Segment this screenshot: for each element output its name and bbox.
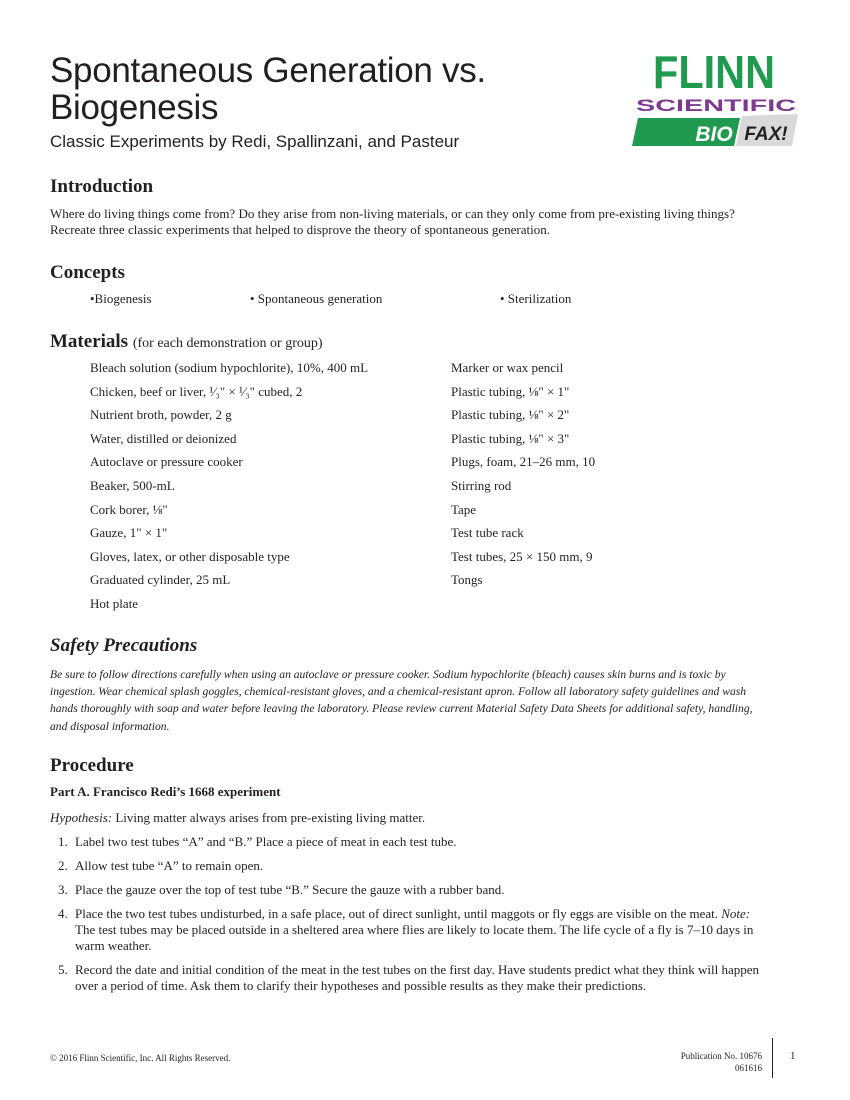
material-item: Beaker, 500-mL [90, 477, 175, 493]
hypothesis-label: Hypothesis: [50, 810, 113, 825]
material-item: Gauze, 1" × 1" [90, 525, 168, 541]
part-a-title: Part A. Francisco Redi’s 1668 experiment [50, 784, 281, 799]
logo-fax-text: FAX! [744, 124, 788, 145]
publication-code: 061616 [735, 1063, 762, 1073]
page-title [50, 52, 486, 126]
logo-bio-text: BIO [695, 123, 733, 146]
publication-number: Publication No. 10676 [680, 1051, 762, 1061]
step-text: Place the gauze over the top of test tube “B.” Secure the gauze with a rubber band. [75, 882, 505, 897]
flinn-biofax-logo [632, 48, 800, 150]
material-item: Plastic tubing, ⅛" × 1" [451, 383, 570, 399]
hypothesis [50, 810, 425, 826]
procedure-step [50, 858, 770, 874]
logo-scientific-text: SCIENTIFIC [636, 96, 796, 115]
footer-divider [772, 1038, 773, 1078]
material-item: Tape [451, 501, 477, 517]
material-item: Plastic tubing, ⅛" × 2" [451, 407, 570, 423]
material-item: Test tube rack [451, 525, 524, 541]
material-item: Test tubes, 25 × 150 mm, 9 [451, 548, 593, 564]
material-item: Plastic tubing, ⅛" × 3" [451, 430, 570, 446]
page-number: 1 [790, 1050, 796, 1062]
material-item: Graduated cylinder, 25 mL [90, 572, 231, 588]
footer-copyright: © 2016 Flinn Scientific, Inc. All Rights Reserved. [50, 1053, 231, 1063]
page-subtitle: Classic Experiments by Redi, Spallinzani, and Pasteur [50, 132, 460, 151]
title-line-2: Biogenesis [50, 88, 219, 127]
step-number: 3. [58, 882, 68, 897]
procedure-step [50, 906, 770, 954]
materials-heading [50, 331, 323, 353]
concept-item: • Sterilization [500, 291, 572, 306]
introduction-text: Where do living things come from? Do they arise from non-living materials, or can they only come from pre-existing living things? Recreate three classic experiments that helped to disprove the theory of spontaneous generation. [50, 206, 735, 237]
hypothesis-text: Living matter always arises from pre-existing living matter. [112, 810, 426, 825]
introduction-heading: Introduction [50, 176, 154, 197]
material-item: Tongs [451, 572, 483, 588]
material-item: Cork borer, ⅛" [90, 501, 168, 517]
materials-list-right [451, 360, 595, 596]
procedure-steps [50, 834, 770, 1002]
materials-list-left [90, 360, 368, 620]
step-text: Label two test tubes “A” and “B.” Place a piece of meat in each test tube. [75, 834, 457, 849]
material-item: Water, distilled or deionized [90, 430, 237, 446]
step-note-label: Note: [721, 906, 751, 921]
procedure-step [50, 834, 770, 850]
procedure-step [50, 962, 770, 994]
safety-text: Be sure to follow directions carefully when using an autoclave or pressure cooker. Sodium hypochlorite (bleach) causes skin burns and is toxic by ingestion. Wear chemical splash goggles, chemical-resistant gloves, and a chemical-resistant apron. Follow all laboratory safety guidelines and wash hands thoroughly with soap and water before leaving the laboratory. Please review current Material Safety Data Sheets for additional safety, handling, and disposal information. [50, 668, 753, 733]
safety-heading: Safety Precautions [50, 635, 198, 656]
material-item: Gloves, latex, or other disposable type [90, 548, 290, 564]
concept-item: • Spontaneous generation [250, 291, 383, 306]
concept-item: •Biogenesis [90, 291, 152, 306]
material-item: Hot plate [90, 595, 139, 611]
step-number: 2. [58, 858, 68, 873]
footer-publication-info [681, 1050, 762, 1074]
material-item: Marker or wax pencil [451, 360, 564, 375]
step-text: Allow test tube “A” to remain open. [75, 858, 264, 873]
step-text: Record the date and initial condition of the meat in the test tubes on the first day. Have students predict what they think will happen over a period of time. Ask them to clarify their hypotheses and possible results as they make their predictions. [75, 962, 760, 993]
materials-note: (for each demonstration or group) [132, 336, 323, 351]
procedure-heading: Procedure [50, 755, 134, 776]
materials-heading-text: Materials [50, 331, 129, 352]
material-item: Autoclave or pressure cooker [90, 454, 243, 470]
step-number: 4. [58, 906, 68, 921]
material-item: Stirring rod [451, 477, 512, 493]
step-text: Place the two test tubes undisturbed, in a safe place, out of direct sunlight, until maggots or fly eggs are visible on the meat. [75, 906, 722, 921]
logo-flinn-text: FLINN [653, 48, 775, 98]
procedure-step [50, 882, 770, 898]
material-item: Nutrient broth, powder, 2 g [90, 407, 232, 423]
material-item: Chicken, beef or liver, ¹⁄₃" × ¹⁄₃" cubed, 2 [90, 383, 303, 399]
step-number: 1. [58, 834, 68, 849]
title-line-1: Spontaneous Generation vs. [50, 51, 486, 90]
step-number: 5. [58, 962, 68, 977]
material-item: Bleach solution (sodium hypochlorite), 10%, 400 mL [90, 360, 369, 375]
material-item: Plugs, foam, 21–26 mm, 10 [451, 454, 596, 470]
concepts-heading: Concepts [50, 262, 125, 283]
step-text-continued: The test tubes may be placed outside in a sheltered area where flies are likely to locate them. The life cycle of a fly is 7–10 days in warm weather. [75, 922, 754, 953]
